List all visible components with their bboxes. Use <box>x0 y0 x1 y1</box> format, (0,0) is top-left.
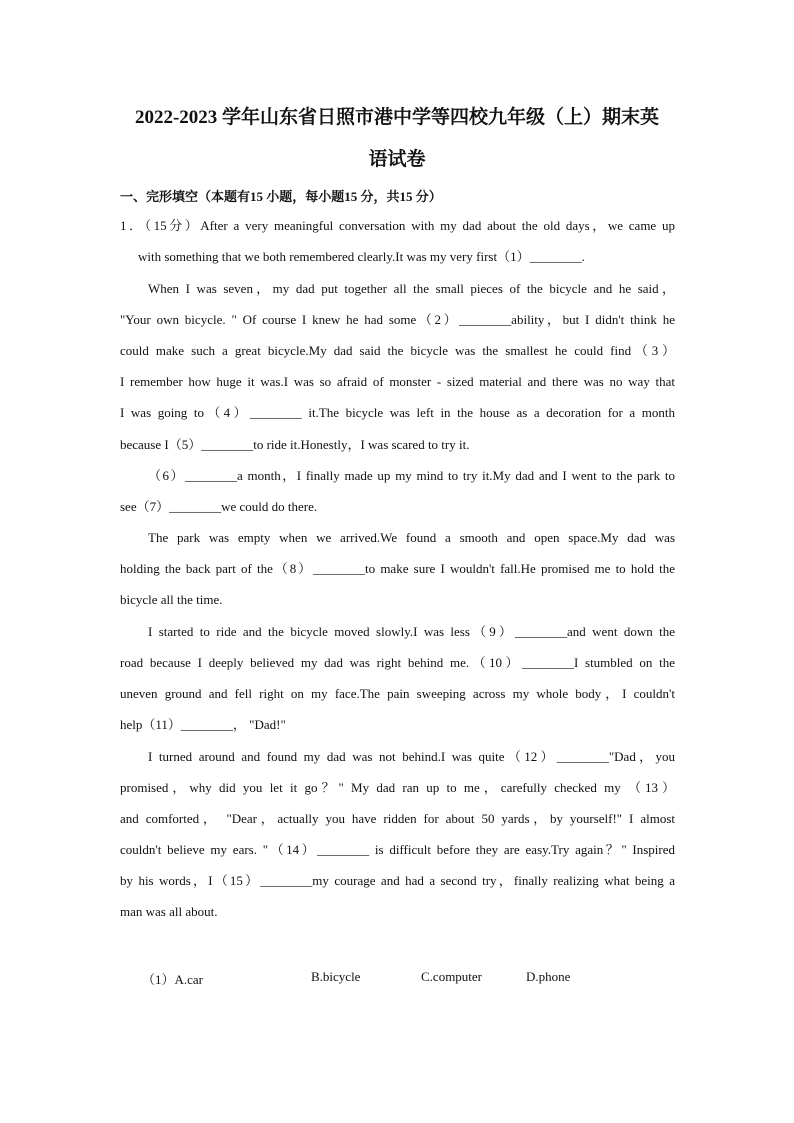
passage-line: couldn't believe my ears. "（14）________ is difficult before they are easy.Try again？" Inspired <box>120 842 675 857</box>
option-a: （1）A.car <box>142 972 204 987</box>
page-title: 2022-2023 学年山东省日照市港中学等四校九年级（上）期末英 <box>134 107 660 128</box>
passage-line: "Your own bicycle. " Of course I knew he had some（2）________ability，but I didn't think he <box>120 312 675 327</box>
passage-line: When I was seven，my dad put together all the small pieces of the bicycle and he said， <box>148 281 675 296</box>
passage-line: I turned around and found my dad was not behind.I was quite（12）________"Dad，you <box>148 749 675 764</box>
passage-line: I started to ride and the bicycle moved slowly.I was less（9）________and went down the <box>148 624 675 639</box>
passage-line: 1．（15分）After a very meaningful conversation with my dad about the old days，we came up <box>120 218 675 233</box>
option-b: B.bicycle <box>311 969 361 984</box>
passage-line: road because I deeply believed my dad was right behind me.（10）________I stumbled on the <box>120 655 675 670</box>
passage-line: with something that we both remembered clearly.It was my very first（1）________. <box>138 249 585 264</box>
passage-line: could make such a great bicycle.My dad said the bicycle was the smallest he could find（3） <box>120 343 675 358</box>
passage-line: uneven ground and fell right on my face.The pain sweeping across my whole body，I couldn't <box>120 686 675 701</box>
passage-line: by his words，I（15）________my courage and had a second try，finally realizing what being a <box>120 873 675 888</box>
passage-line: promised，why did you let it go？" My dad ran up to me，carefully checked my （13） <box>120 780 675 795</box>
passage-line: I was going to（4）________ it.The bicycle was left in the house as a decoration for a month <box>120 405 675 420</box>
passage-line: holding the back part of the（8）________to make sure I wouldn't fall.He promised me to hold the <box>120 561 675 576</box>
passage-line: because I（5）________to ride it.Honestly，I was scared to try it. <box>120 437 470 452</box>
passage-line: （6）________a month，I finally made up my mind to try it.My dad and I went to the park to <box>148 468 675 483</box>
passage-line: man was all about. <box>120 904 218 919</box>
passage-line: I remember how huge it was.I was so afraid of monster - sized material and there was no way that <box>120 374 675 389</box>
section-heading: 一、完形填空（本题有15 小题，每小题15 分，共15 分） <box>120 189 442 204</box>
passage-line: and comforted， "Dear，actually you have ridden for about 50 yards，by yourself!" I almost <box>120 811 675 826</box>
passage-line: The park was empty when we arrived.We found a smooth and open space.My dad was <box>148 530 675 545</box>
passage-line: see（7）________we could do there. <box>120 499 318 514</box>
passage-line: help（11）________， "Dad!" <box>120 717 286 732</box>
option-d: D.phone <box>526 969 571 984</box>
page-title-continued: 语试卷 <box>368 149 426 170</box>
passage-line: bicycle all the time. <box>120 592 223 607</box>
option-c: C.computer <box>421 969 483 984</box>
